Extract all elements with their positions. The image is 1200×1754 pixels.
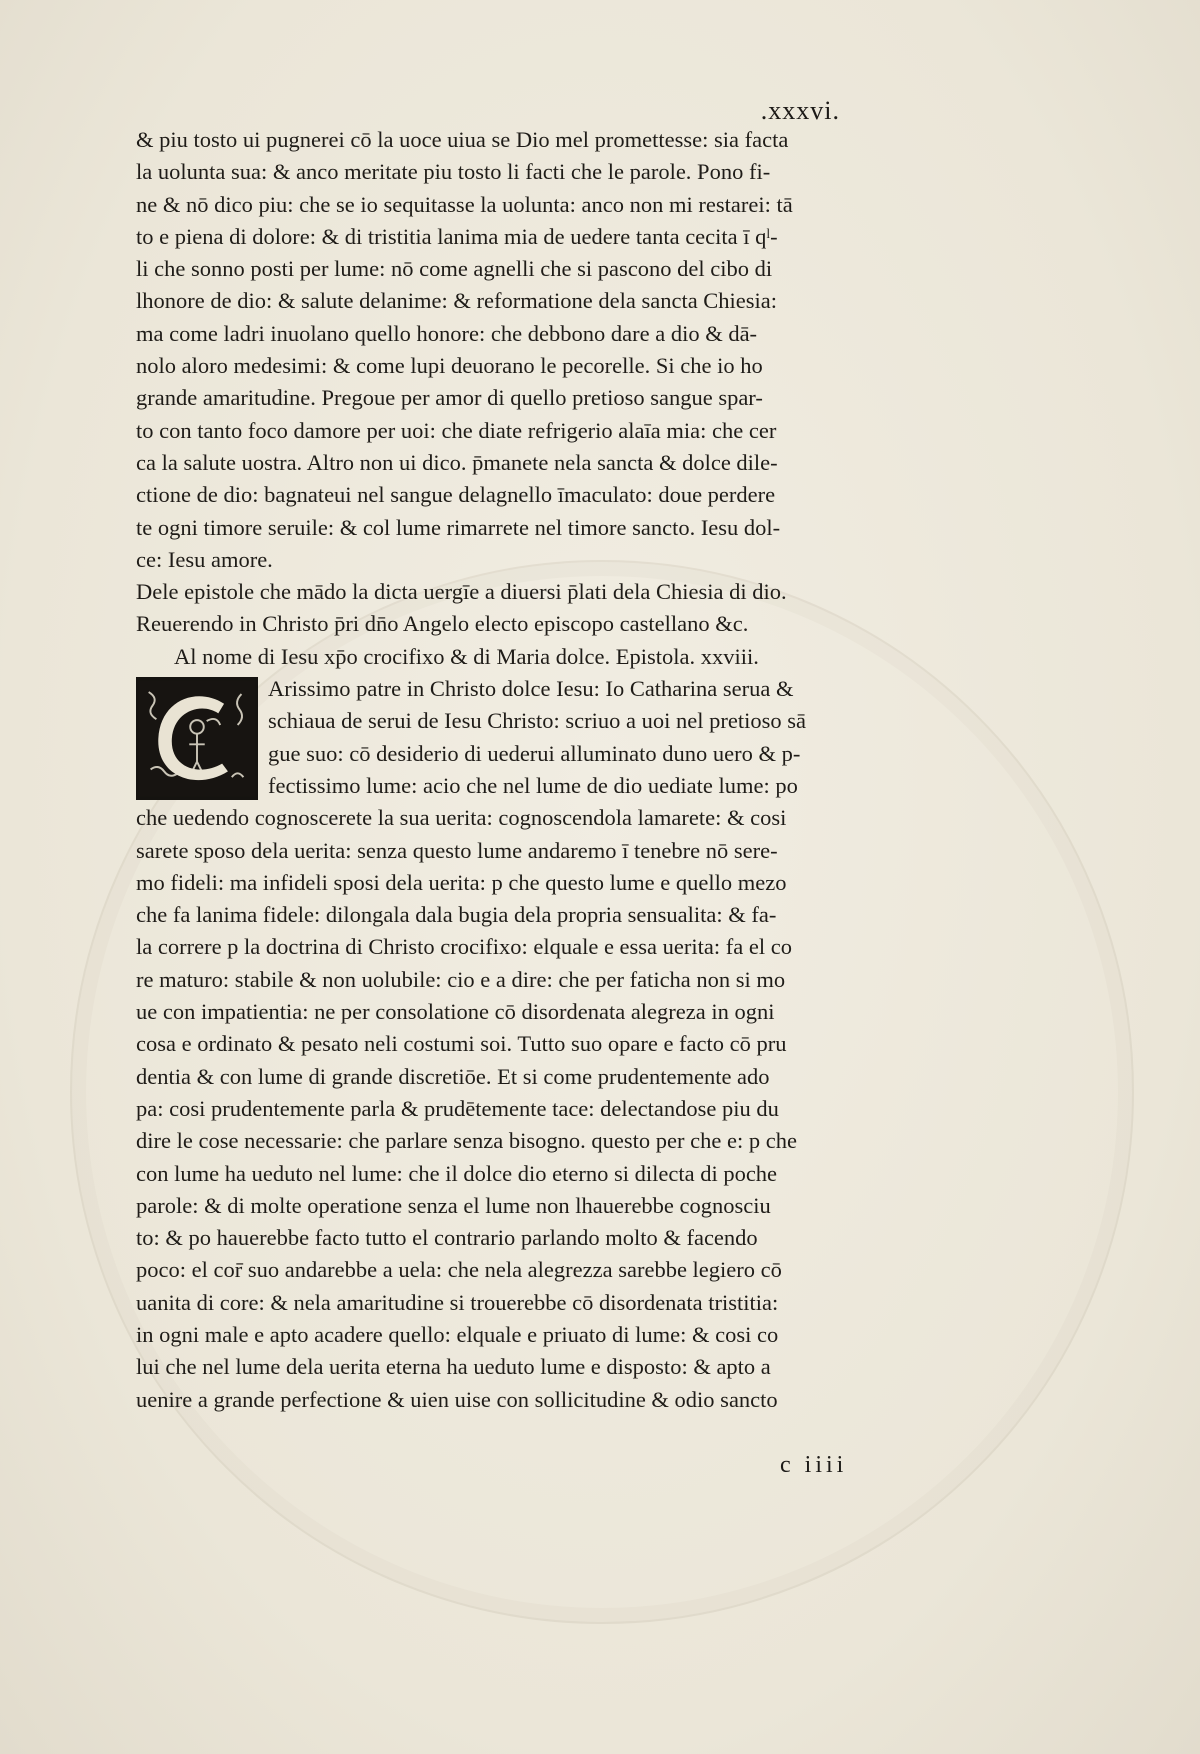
text-line: pa: cosi prudentemente parla & prudētemente tace: delectandose piu du bbox=[136, 1095, 779, 1121]
text-line: che uedendo cognoscerete la sua uerita: cognoscendola lamarete: & cosi bbox=[136, 805, 787, 831]
signature-mark: c iiii bbox=[780, 1452, 848, 1478]
text-line: sarete sposo dela uerita: senza questo lume andaremo ī tenebre nō sere- bbox=[136, 837, 778, 863]
text-line: ma come ladri inuolano quello honore: che debbono dare a dio & dā- bbox=[136, 320, 758, 346]
text-line: to: & po hauerebbe facto tutto el contrario parlando molto & facendo bbox=[136, 1225, 758, 1251]
epistle-opening bbox=[136, 673, 906, 802]
text-line: ce: Iesu amore. bbox=[136, 546, 273, 572]
text-line: uenire a grande perfectione & uien uise con sollicitudine & odio sancto bbox=[136, 1386, 778, 1412]
invocation-line: Al nome di Iesu xp̄o crocifixo & di Maria dolce. Epistola. xxviii. bbox=[174, 643, 759, 669]
text-line: grande amaritudine. Pregoue per amor di quello pretioso sangue spar- bbox=[136, 385, 763, 411]
text-line: lui che nel lume dela uerita eterna ha ueduto lume e disposto: & apto a bbox=[136, 1354, 771, 1380]
text-line: la uolunta sua: & anco meritate piu tosto li facti che le parole. Pono fi- bbox=[136, 159, 771, 185]
text-line: dentia & con lume di grande discretiōe. Et si come prudentemente ado bbox=[136, 1063, 770, 1089]
text-line: lhonore de dio: & salute delanime: & reformatione dela sancta Chiesia: bbox=[136, 288, 778, 314]
section-heading bbox=[136, 576, 906, 641]
text-line: ca la salute uostra. Altro non ui dico. p̄manete nela sancta & dolce dile- bbox=[136, 449, 778, 475]
text-line: la correre p la doctrina di Christo crocifixo: elquale e essa uerita: fa el co bbox=[136, 934, 792, 960]
folio-number: .xxxvi. bbox=[760, 96, 840, 125]
text-line: mo fideli: ma infideli sposi dela uerita: p che questo lume e quello mezo bbox=[136, 869, 787, 895]
epistle-body bbox=[136, 802, 906, 1416]
text-line: Dele epistole che mādo la dicta uergīe a diuersi p̄lati dela Chiesia di dio. bbox=[136, 579, 787, 605]
text-line: ne & nō dico piu: che se io sequitasse la uolunta: anco non mi restarei: tā bbox=[136, 191, 793, 217]
text-line: to e piena di dolore: & di tristitia lanima mia de uedere tanta cecita ī qˡ- bbox=[136, 223, 778, 249]
text-line: to con tanto foco damore per uoi: che diate refrigerio alaīa mia: che cer bbox=[136, 417, 777, 443]
text-line: parole: & di molte operatione senza el lume non lhauerebbe cognosciu bbox=[136, 1192, 771, 1218]
text-line: schiaua de serui de Iesu Christo: scriuo a uoi nel pretioso sā bbox=[268, 708, 806, 734]
text-block bbox=[136, 124, 906, 1416]
text-line: dire le cose necessarie: che parlare senza bisogno. questo per che e: p che bbox=[136, 1128, 797, 1154]
text-line: li che sonno posti per lume: nō come agnelli che si pascono del cibo di bbox=[136, 256, 773, 282]
text-line: fectissimo lume: acio che nel lume de dio uediate lume: po bbox=[268, 772, 798, 798]
text-line: cosa e ordinato & pesato neli costumi soi. Tutto suo opare e facto cō pru bbox=[136, 1031, 787, 1057]
text-line: poco: el cor̄ suo andarebbe a uela: che nela alegrezza sarebbe legiero cō bbox=[136, 1257, 782, 1283]
text-line: & piu tosto ui pugnerei cō la uoce uiua se Dio mel promettesse: sia facta bbox=[136, 127, 789, 152]
dropcap-text bbox=[268, 673, 906, 802]
text-line: in ogni male e apto acadere quello: elquale e priuato di lume: & cosi co bbox=[136, 1321, 779, 1347]
text-line: gue suo: cō desiderio di uederui alluminato duno uero & p- bbox=[268, 740, 801, 766]
text-line: con lume ha ueduto nel lume: che il dolce dio eterno si dilecta di poche bbox=[136, 1160, 778, 1186]
text-line: re maturo: stabile & non uolubile: cio e a dire: che per faticha non si mo bbox=[136, 966, 786, 992]
text-line: Reuerendo in Christo p̄ri dn̄o Angelo electo episcopo castellano &c. bbox=[136, 611, 749, 637]
illuminated-initial-c-icon bbox=[136, 677, 258, 800]
text-line: ue con impatientia: ne per consolatione cō disordenata alegreza in ogni bbox=[136, 999, 775, 1025]
text-line: uanita di core: & nela amaritudine si trouerebbe cō disordenata tristitia: bbox=[136, 1289, 779, 1315]
text-line: te ogni timore seruile: & col lume rimarrete nel timore sancto. Iesu dol- bbox=[136, 514, 781, 540]
text-line: nolo aloro medesimi: & come lupi deuorano le pecorelle. Si che io ho bbox=[136, 353, 763, 379]
letter-ending bbox=[136, 124, 906, 576]
text-line: Arissimo patre in Christo dolce Iesu: Io Catharina serua & bbox=[268, 676, 794, 702]
text-line: che fa lanima fidele: dilongala dala bugia dela propria sensualita: & fa- bbox=[136, 902, 777, 928]
text-line: ctione de dio: bagnateui nel sangue delagnello īmaculato: doue perdere bbox=[136, 482, 776, 508]
